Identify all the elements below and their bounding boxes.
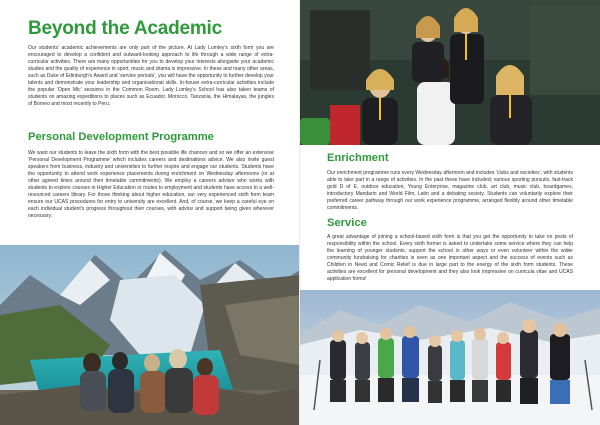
ski-trip-photo <box>300 290 600 425</box>
right-page <box>300 0 600 425</box>
service-heading: Service <box>327 217 367 229</box>
enrichment-heading: Enrichment <box>327 152 389 164</box>
enrichment-paragraph: Our enrichment programme runs every Wednesday afternoon and includes ‘clubs and societies’, with students able to take part in a range of activities. In the past these have included; various sporting pursuits, fast-track gold D of E, outdoor education, Young Enterprise, magazine club, art club, music club, boardgames, introductory Mandarin and World Film, Latin and a debating society. Students can voluntarily explore their preferred career pathway through our work experience programme, arranged flexibly around other timetable commitments. <box>327 170 573 212</box>
service-paragraph: A great advantage of joining a school-based sixth form is that you get the opportunity to take on posts of responsibility within the school. Every sixth former is asked to undertake some service where they can help the learning of younger students, support the school in other ways or even volunteer within the wider community fundraising for charities is seen as one important aspect and the success of events such as Children in Need and Comic Relief is due in large part to the energy of the sixth form students. These activities are excellent for personal development and they also look impressive on curricula vitae and UCAS application forms! <box>327 234 573 283</box>
students-group-photo <box>300 0 600 145</box>
pdp-paragraph: We want our students to leave the sixth form with the best possible life chances and so we offer an extensive ‘Personal Development Programme’ which includes careers and destinations advice. We also invite guest speakers from business, industry and universities to further inspire and engage our students. Students have the opportunity to attend work experience placements during enrichment on Wednesday afternoons (or at other agreed times around their timetable commitments). We employ a careers advisor who works with students to explore courses in Higher Education or routes to employment and students have access to a well-resourced careers library. For those thinking about higher education, our very experienced sixth form team ensure our UCAS procedures for entry to university are excellent. And, of course, we keep a careful eye on each individual student’s progress throughout their courses, with advice and support being given wherever necessary. <box>28 150 274 220</box>
page-title: Beyond the Academic <box>28 18 222 39</box>
expedition-lagoon-photo <box>0 245 300 425</box>
intro-paragraph: Our students’ academic achievements are only part of the picture. At Lady Lumley’s sixth form you are encouraged to develop a confident and outward-looking approach to life through a wide range of extra-curricular activities. There are many opportunities for you to develop your interests alongside your academic studies and the quality of experience in sport, music and drama is impressive. In these and many other areas, such as Duke of Edinburgh’s Award and ‘service periods’, you will have the opportunity to further develop your talents and demonstrate your leadership and organisational skills. In-house extra-curricular activities include the popular ‘Open Mic’ sessions in the Common Room. Lady Lumley’s School has also taken teams of students on amazing expeditions to places such as Ecuador, Morocco, Tanzania, the Himalayas, the jungles of Borneo and most recently to Peru. <box>28 45 274 108</box>
pdp-heading: Personal Development Programme <box>28 131 214 143</box>
